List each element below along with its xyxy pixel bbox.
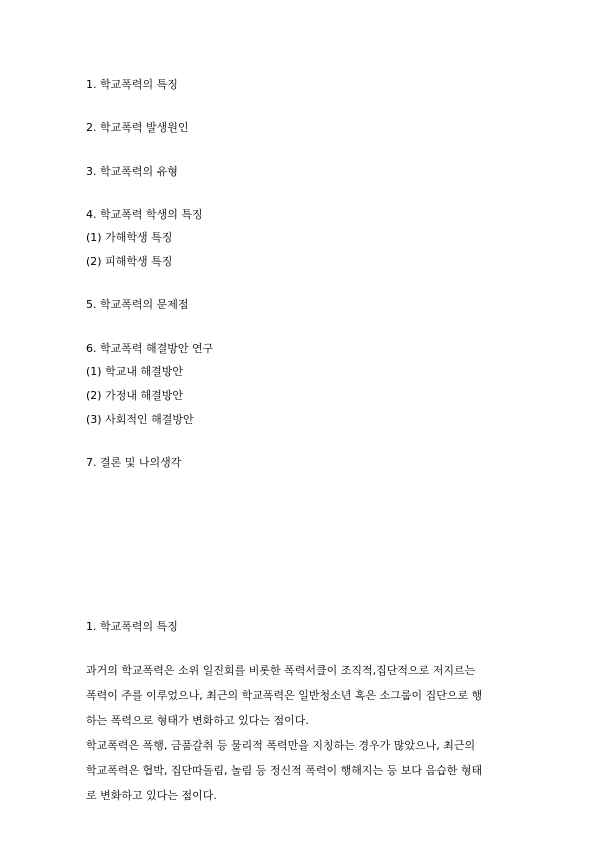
section-paragraph [86,658,520,808]
toc-item-1: 1. 학교폭력의 특징 [86,78,178,91]
toc-item-7: 7. 결론 및 나의생각 [86,456,182,469]
paragraph-line: 로 변화하고 있다는 점이다. [86,789,217,802]
toc-item-2: 2. 학교폭력 발생원인 [86,121,189,134]
toc-item-6-2: (2) 가정내 해결방안 [86,389,183,402]
toc-item-6: 6. 학교폭력 해결방안 연구 [86,342,214,355]
section-heading: 1. 학교폭력의 특징 [86,620,178,633]
toc-item-6-1: (1) 학교내 해결방안 [86,365,183,378]
paragraph-line: 과거의 학교폭력은 소위 일진회를 비롯한 폭력서클이 조직적,집단적으로 저지르는 [86,664,476,677]
paragraph-line: 폭력이 주를 이루었으나, 최근의 학교폭력은 일반청소년 혹은 소그룹이 집단으로 행 [86,689,483,702]
toc-item-4-1: (1) 가해학생 특징 [86,231,173,244]
paragraph-line: 학교폭력은 폭행, 금품갈취 등 물리적 폭력만을 지칭하는 경우가 많았으나, 최근의 [86,739,476,752]
toc-item-5: 5. 학교폭력의 문제점 [86,298,189,311]
toc-item-3: 3. 학교폭력의 유형 [86,165,178,178]
paragraph-line: 학교폭력은 협박, 집단따돌림, 놀림 등 정신적 폭력이 행해지는 등 보다 음습한 형태 [86,764,483,777]
toc-item-4-2: (2) 피해학생 특징 [86,255,173,268]
paragraph-line: 하는 폭력으로 형태가 변화하고 있다는 점이다. [86,714,309,727]
toc-item-4: 4. 학교폭력 학생의 특징 [86,208,203,221]
toc-item-6-3: (3) 사회적인 해결방안 [86,413,194,426]
